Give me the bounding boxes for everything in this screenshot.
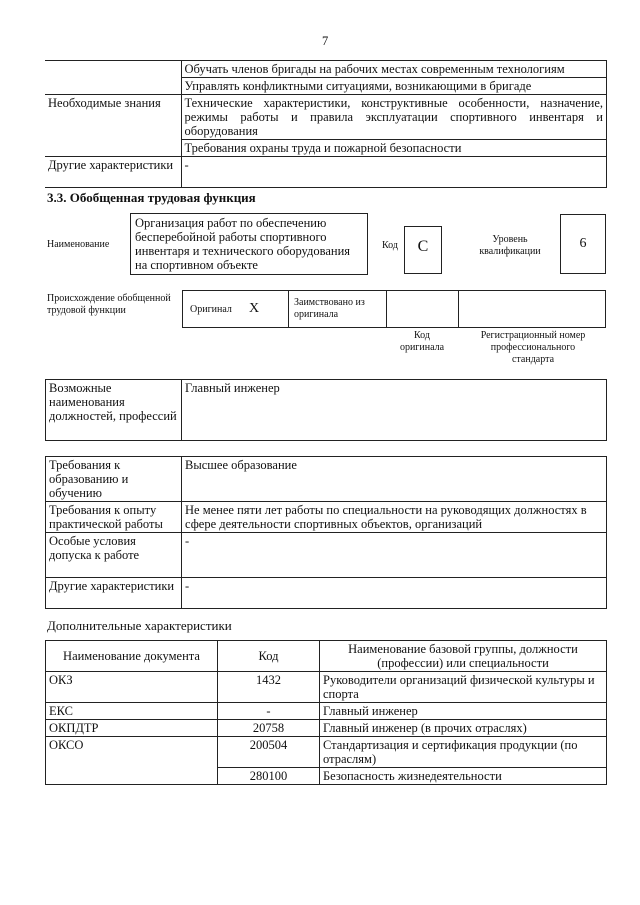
name-cell: Главный инженер (в прочих отраслях): [320, 720, 607, 737]
header-code: Код: [218, 641, 320, 672]
knowledge-item: Требования охраны труда и пожарной безопасности: [181, 140, 607, 157]
req-label-conditions: Особые условия допуска к работе: [46, 533, 182, 578]
row-label-other: Другие характеристики: [45, 157, 181, 188]
req-label-other: Другие характеристики: [46, 578, 182, 609]
original-mark: X: [249, 301, 260, 316]
origin-divider: [288, 290, 289, 328]
additional-title: Дополнительные характеристики: [47, 618, 232, 633]
req-value-other: -: [182, 578, 607, 609]
doc-cell: ЕКС: [46, 703, 218, 720]
doc-cell: ОКЗ: [46, 672, 218, 703]
code-cell: -: [218, 703, 320, 720]
req-value-experience: Не менее пяти лет работы по специальности на руководящих должностях в сфере деятельности спортивных объектов, организаций: [182, 502, 607, 533]
knowledge-item: Технические характеристики, конструктивные особенности, назначение, режимы работы и правила эксплуатации спортивного инвентаря и оборудования: [181, 95, 607, 140]
header-name: Наименование базовой группы, должности (профессии) или специальности: [320, 641, 607, 672]
row-label-knowledge: Необходимые знания: [45, 95, 181, 157]
positions-table: [45, 379, 607, 441]
req-label-experience: Требования к опыту практической работы: [46, 502, 182, 533]
function-name-box: Организация работ по обеспечению бесперебойной работы спортивного инвентаря и технического оборудования на спортивном объекте: [130, 213, 368, 275]
req-value-education: Высшее образование: [182, 457, 607, 502]
row-label-empty: [45, 61, 181, 95]
other-value: -: [181, 157, 607, 188]
level-label: Уровень квалификации: [479, 234, 541, 257]
function-code-box: C: [404, 226, 442, 274]
name-cell: Руководители организаций физической культуры и спорта: [320, 672, 607, 703]
header-document: Наименование документа: [46, 641, 218, 672]
section-title: 3.3. Обобщенная трудовая функция: [47, 190, 256, 205]
code-cell: 1432: [218, 672, 320, 703]
origin-box: [182, 290, 606, 328]
skill-item: Обучать членов бригады на рабочих местах современным технологиям: [181, 61, 607, 78]
additional-table: [45, 640, 607, 785]
doc-cell: ОКПДТР: [46, 720, 218, 737]
name-cell: Главный инженер: [320, 703, 607, 720]
borrowed-label: Заимствовано из оригинала: [294, 297, 365, 320]
code-cell: 280100: [218, 768, 320, 785]
code-cell: 20758: [218, 720, 320, 737]
positions-label: Возможные наименования должностей, профессий: [46, 380, 182, 441]
origin-divider: [458, 290, 459, 328]
origin-divider: [386, 290, 387, 328]
name-cell: Безопасность жизнедеятельности: [320, 768, 607, 785]
doc-cell: ОКСО: [46, 737, 218, 785]
requirements-table: [45, 456, 607, 609]
code-label: Код: [382, 240, 398, 251]
skill-item: Управлять конфликтными ситуациями, возникающими в бригаде: [181, 78, 607, 95]
origin-label: Происхождение обобщенной трудовой функции: [47, 293, 171, 316]
page-number: 7: [322, 34, 329, 48]
name-cell: Стандартизация и сертификация продукции (по отраслям): [320, 737, 607, 768]
name-label: Наименование: [47, 239, 110, 250]
req-label-education: Требования к образованию и обучению: [46, 457, 182, 502]
reg-number-label: Регистрационный номер профессионального стандарта: [480, 330, 586, 365]
positions-value: Главный инженер: [182, 380, 607, 441]
skills-knowledge-table: [45, 60, 607, 188]
original-label: Оригинал: [190, 304, 232, 315]
req-value-conditions: -: [182, 533, 607, 578]
code-original-label: Код оригинала: [399, 330, 445, 353]
code-cell: 200504: [218, 737, 320, 768]
level-value-box: 6: [560, 214, 606, 274]
